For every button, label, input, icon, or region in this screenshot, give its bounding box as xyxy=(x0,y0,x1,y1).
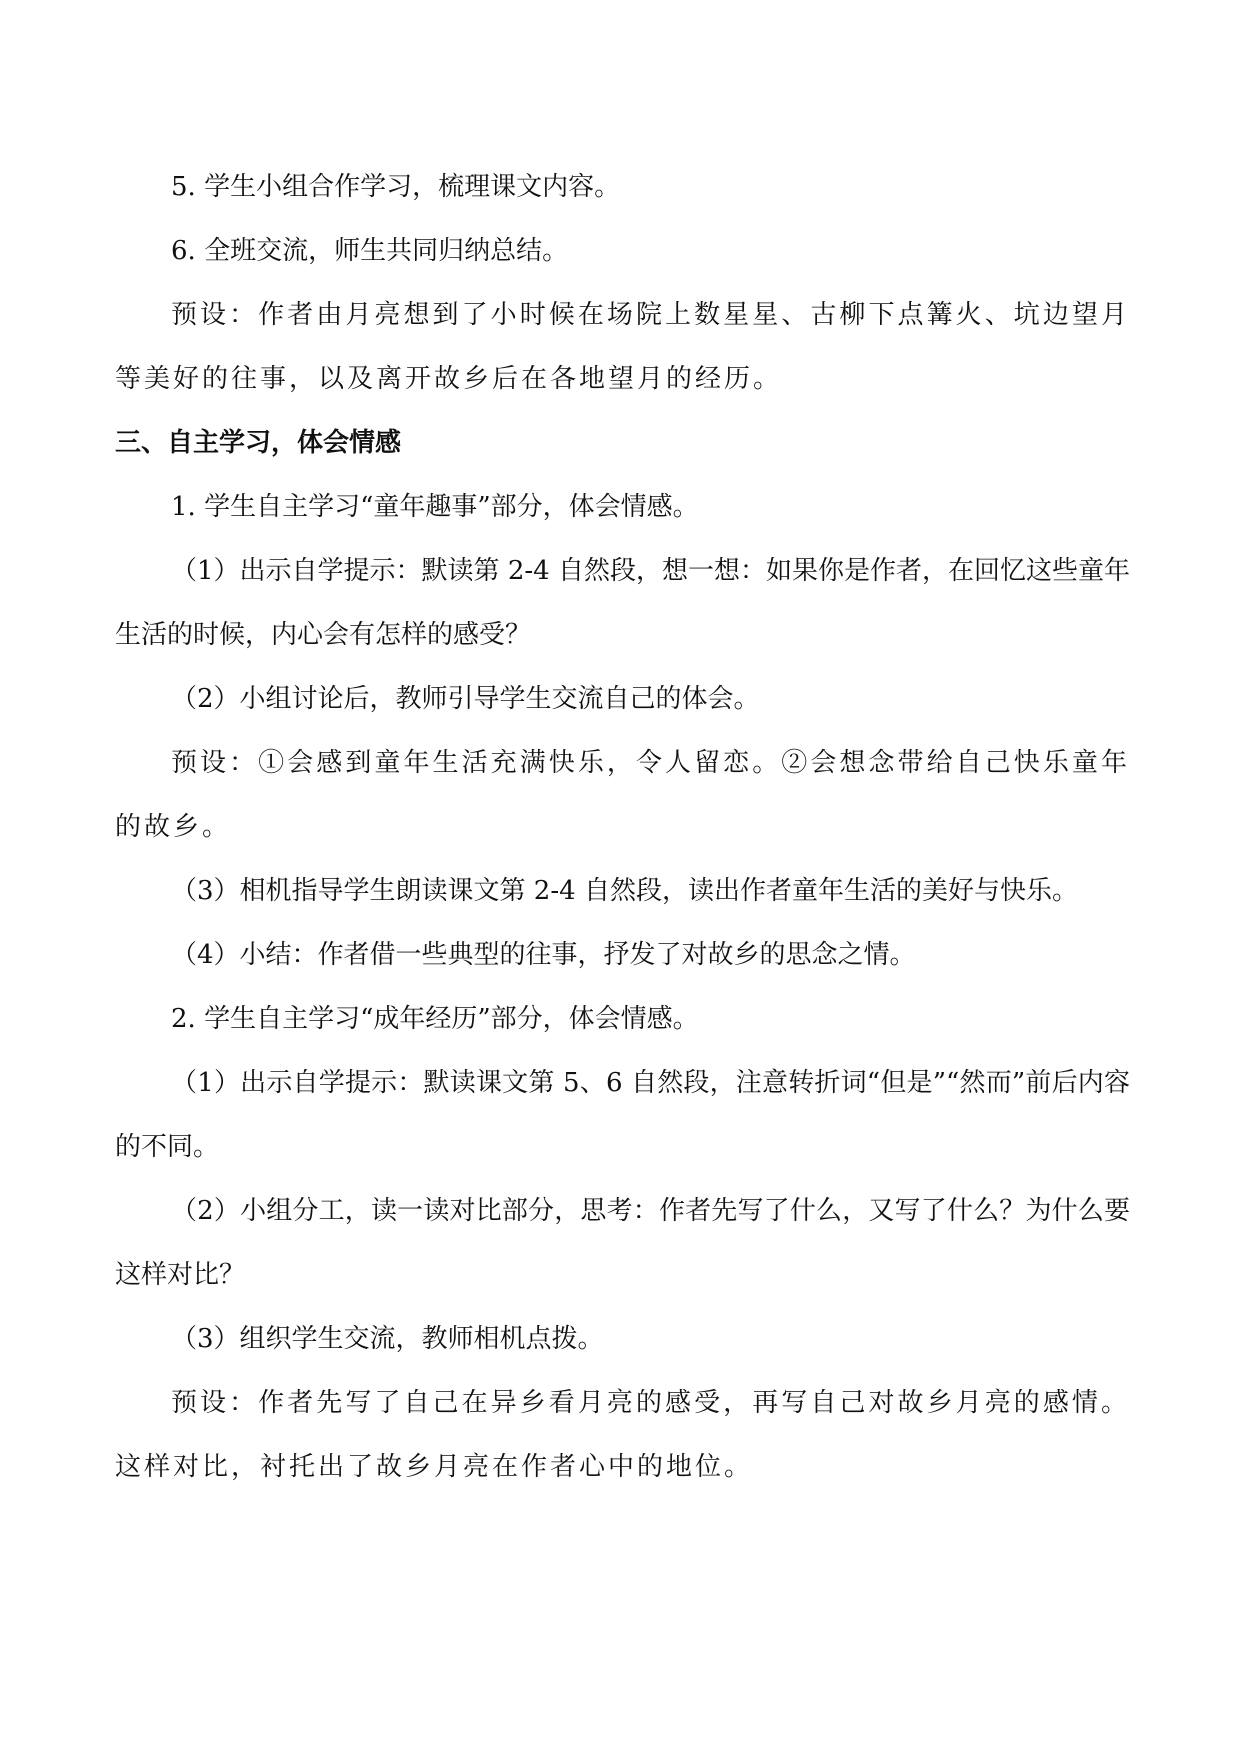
paragraph-step-6: 6. 全班交流，师生共同归纳总结。 xyxy=(171,236,569,266)
paragraph-step-5: 5. 学生小组合作学习，梳理课文内容。 xyxy=(171,172,621,202)
paragraph-sub-1-4: （4）小结：作者借一些典型的往事，抒发了对故乡的思念之情。 xyxy=(171,940,916,970)
paragraph-sub-2-2: （2）小组分工，读一读对比部分，思考：作者先写了什么，又写了什么？为什么要这样对比？ xyxy=(115,1196,1130,1290)
paragraph-sub-1-3: （3）相机指导学生朗读课文第 2-4 自然段，读出作者童年生活的美好与快乐。 xyxy=(171,876,1078,906)
paragraph-sub-1-1: （1）出示自学提示：默读第 2-4 自然段，想一想：如果你是作者，在回忆这些童年生活的时候，内心会有怎样的感受？ xyxy=(115,556,1130,650)
paragraph-sub-1-2: （2）小组讨论后，教师引导学生交流自己的体会。 xyxy=(171,684,760,714)
paragraph-sub-1: 1. 学生自主学习“童年趣事”部分，体会情感。 xyxy=(171,492,699,522)
section-heading-3: 三、自主学习，体会情感 xyxy=(115,428,402,458)
paragraph-sub-2: 2. 学生自主学习“成年经历”部分，体会情感。 xyxy=(171,1004,699,1034)
document-body xyxy=(115,155,1130,1499)
paragraph-preset-2: 预设：①会感到童年生活充满快乐，令人留恋。②会想念带给自己快乐童年的故乡。 xyxy=(115,748,1130,842)
paragraph-sub-2-1: （1）出示自学提示：默读课文第 5、6 自然段，注意转折词“但是”“然而”前后内容的不同。 xyxy=(115,1068,1130,1162)
paragraph-preset-3: 预设：作者先写了自己在异乡看月亮的感受，再写自己对故乡月亮的感情。这样对比，衬托出了故乡月亮在作者心中的地位。 xyxy=(115,1388,1130,1482)
paragraph-preset-1: 预设：作者由月亮想到了小时候在场院上数星星、古柳下点篝火、坑边望月等美好的往事，以及离开故乡后在各地望月的经历。 xyxy=(115,300,1130,394)
paragraph-sub-2-3: （3）组织学生交流，教师相机点拨。 xyxy=(171,1324,604,1354)
